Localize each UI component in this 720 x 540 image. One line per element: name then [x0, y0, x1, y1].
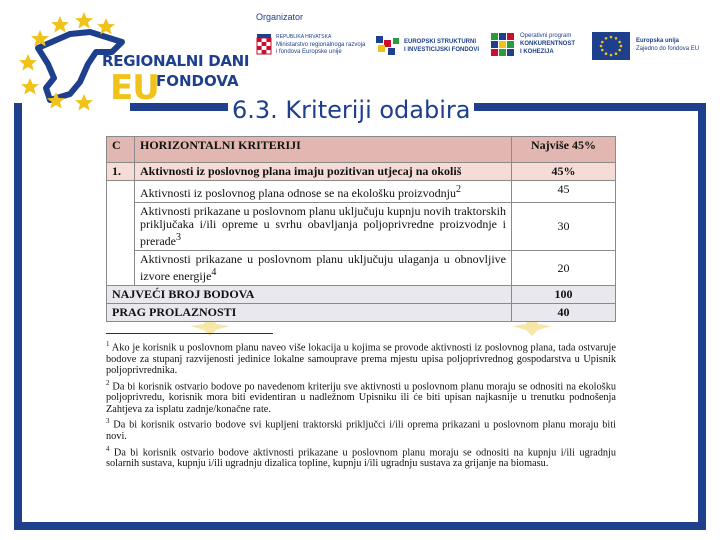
slide-title: 6.3. Kriteriji odabira	[228, 96, 474, 124]
partner-ministry-line1: REPUBLIKA HRVATSKA	[276, 34, 332, 40]
sub-label-text: Aktivnosti prikazane u poslovnom planu uključuju kupnju novih traktorskih priključaka i/ili opreme u svrhu obavljanja poljoprivredne proizvodnje i prerade	[140, 204, 506, 248]
logo-title-line1: REGIONALNI DANI	[102, 52, 250, 70]
partner-logo-esif	[374, 30, 484, 64]
table-row-threshold	[107, 304, 616, 322]
header-label-cell: HORIZONTALNI KRITERIJI	[135, 137, 512, 163]
eu-flag-icon	[592, 32, 630, 60]
slide-frame-left	[14, 103, 22, 530]
footnote	[106, 378, 616, 416]
sub-label-cell	[135, 181, 512, 203]
footnote-ref: 3	[175, 232, 181, 243]
partner-logo-operational-programme	[490, 30, 590, 64]
sub-label-text: Aktivnosti iz poslovnog plana odnose se na ekološku proizvodnju	[140, 186, 456, 200]
criteria-table	[106, 136, 616, 322]
op-grid-icon	[490, 32, 516, 58]
footnote-number: 2	[106, 378, 110, 387]
footnote-number: 4	[106, 444, 110, 453]
sub-label-text: Aktivnosti prikazane u poslovnom planu uključuju ulaganja u obnovljive izvore energije	[140, 252, 506, 283]
sub-points-cell: 45	[512, 181, 616, 203]
logo-eu-text: EU	[110, 68, 159, 108]
table-row-main-criterion	[107, 163, 616, 181]
logo-title-line2: FONDOVA	[156, 72, 239, 90]
partner-esif-line2: I INVESTICIJSKI FONDOVI	[404, 47, 480, 53]
partner-op-line2: KONKURENTNOST	[520, 41, 575, 47]
partner-eu-line1: Europska unija	[636, 38, 680, 44]
max-points-label: NAJVEĆI BROJ BODOVA	[107, 286, 512, 304]
threshold-label: PRAG PROLAZNOSTI	[107, 304, 512, 322]
table-row	[107, 251, 616, 286]
sub-points-cell: 30	[512, 203, 616, 251]
header-code-cell: C	[107, 137, 135, 163]
footnote-ref: 2	[455, 184, 461, 195]
header-points-cell: Najviše 45%	[512, 137, 616, 163]
main-label-cell: Aktivnosti iz poslovnog plana imaju pozitivan utjecaj na okoliš	[135, 163, 512, 181]
slide-frame-bottom	[14, 522, 706, 530]
threshold-value: 40	[512, 304, 616, 322]
esif-squares-icon	[374, 34, 402, 58]
partner-logo-ministry	[256, 30, 368, 64]
footnote-number: 1	[106, 340, 110, 348]
table-header-row	[107, 137, 616, 163]
footnote-text: Da bi korisnik ostvario bodove po navedenom kriteriju sve aktivnosti u poslovnom planu moraju se odnositi na ekološku poljoprivredu, korisnik mora biti evidentiran u nadležnom Upisniku ili će biti upisan najkasnije u trenutku podnošenja Zahtjeva za isplatu zadnje/konačne rate.	[106, 381, 616, 415]
footnote-number: 3	[106, 417, 110, 426]
footnote-text: Da bi korisnik ostvario bodove svi kupljeni traktorski priključci i/ili oprema prikazani u poslovnom planu moraju biti novi.	[106, 419, 616, 443]
partner-eu-line2: Zajedno do fondova EU	[636, 46, 700, 52]
sub-label-cell	[135, 203, 512, 251]
footnote-text: Ako je korisnik u poslovnom planu naveo više lokacija u kojima se provode aktivnosti iz poslovnog plana, tada ostvaruje bodove za stupanj razvijenosti jedinice lokalne samouprave prema mjestu upisa poljoprivrednog gospodarstva u Upisnik poljoprivrednika.	[106, 342, 616, 377]
table-row	[107, 203, 616, 251]
sub-label-cell	[135, 251, 512, 286]
main-points-cell: 45%	[512, 163, 616, 181]
footnote-text: Da bi korisnik ostvario bodove aktivnosti prikazane u poslovnom planu moraju se odnositi na kupnju i/ili ugradnju solarnih sustava, kupnju i/ili ugradnju dizalica topline, kupnju i/ili ugradnju sustava za grijanje na biomasu.	[106, 446, 616, 470]
partner-ministry-line3: i fondova Europske unije	[276, 49, 342, 55]
partner-ministry-line2: Ministarstvo regionalnoga razvoja	[276, 42, 366, 48]
table-row	[107, 181, 616, 203]
footnotes	[106, 339, 616, 471]
sub-points-cell: 20	[512, 251, 616, 286]
footnote-ref: 4	[211, 267, 217, 278]
footnote	[106, 339, 616, 377]
footnote-separator	[106, 333, 273, 334]
partner-op-line3: I KOHEZIJA	[520, 49, 554, 55]
partner-op-line1: Operativni program	[520, 33, 572, 39]
footnote	[106, 416, 616, 442]
croatian-coat-of-arms-icon	[256, 34, 272, 56]
slide-frame-right	[698, 103, 706, 530]
footnote	[106, 444, 616, 470]
main-code-cell: 1.	[107, 163, 135, 181]
partner-esif-line1: EUROPSKI STRUKTURNI	[404, 39, 477, 45]
max-points-value: 100	[512, 286, 616, 304]
partner-logo-eu	[592, 30, 712, 64]
organizer-label: Organizator	[256, 12, 304, 22]
sub-code-cell	[107, 181, 135, 286]
table-row-max-points	[107, 286, 616, 304]
regionalni-dani-logo	[10, 8, 250, 118]
